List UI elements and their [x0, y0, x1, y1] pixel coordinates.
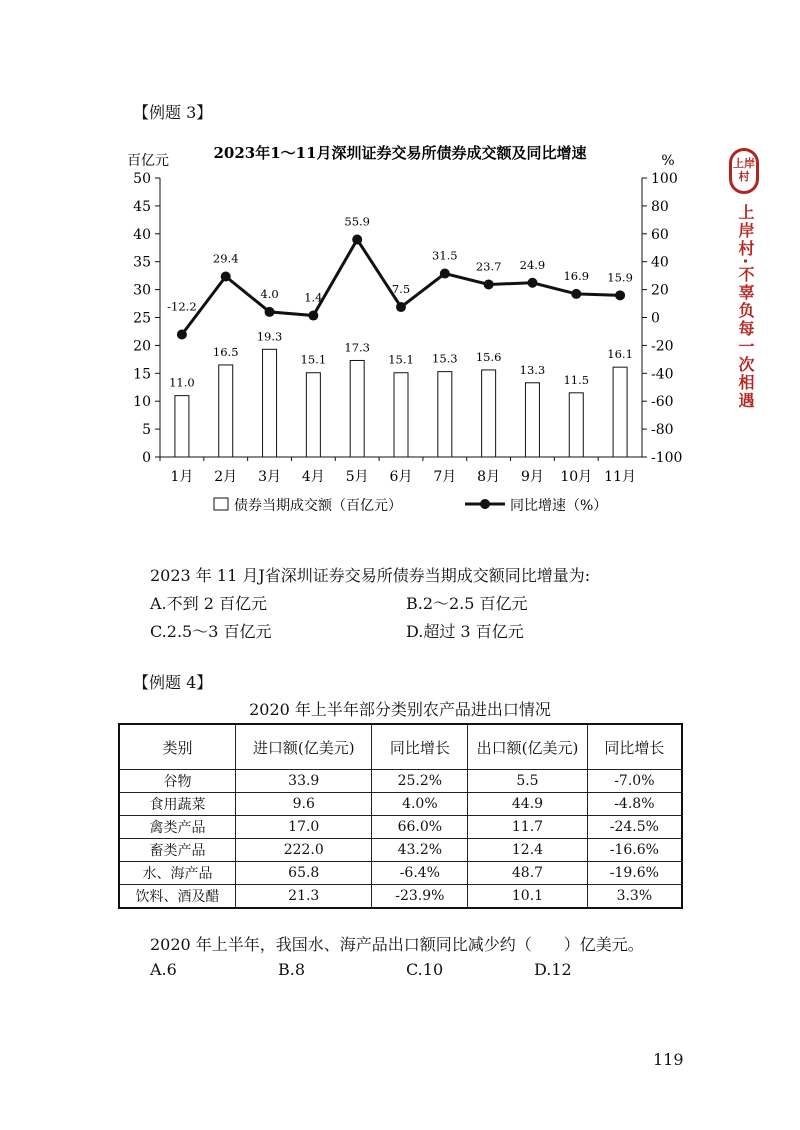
x-tick-label: 4月: [301, 469, 325, 485]
cell: 44.9: [468, 793, 588, 816]
cell: 65.8: [236, 862, 372, 885]
header-import-growth: 同比增长: [372, 724, 468, 770]
bar: [569, 393, 583, 457]
left-tick-label: 10: [133, 394, 151, 411]
growth-label: 1.4: [304, 290, 323, 305]
left-tick-label: 0: [142, 450, 151, 466]
question3-option-d[interactable]: D.超过 3 百亿元: [406, 622, 524, 641]
table-header-row: [119, 724, 682, 770]
bar-label: 13.3: [519, 362, 546, 377]
bar-label: 11.0: [169, 375, 195, 390]
question4-stem: 2020 年上半年，我国水、海产品出口额同比减少约（ ）亿美元。: [150, 935, 644, 954]
bar: [438, 372, 452, 457]
x-tick-label: 8月: [477, 469, 501, 485]
right-tick-label: 60: [651, 226, 669, 243]
right-tick-label: 40: [651, 254, 669, 271]
cell: 畜类产品: [119, 839, 236, 862]
growth-label: 55.9: [344, 214, 370, 229]
cell: 66.0%: [372, 816, 468, 839]
question4-option-a[interactable]: A.6: [150, 960, 177, 979]
left-tick-label: 30: [133, 282, 151, 299]
legend-bar-swatch: [214, 498, 228, 510]
growth-label: 23.7: [475, 259, 502, 274]
bar: [263, 349, 277, 457]
right-tick-label: -100: [651, 450, 683, 466]
x-tick-label: 3月: [258, 469, 282, 485]
growth-point: [265, 307, 275, 317]
table-row: [119, 862, 682, 885]
table-row: [119, 839, 682, 862]
question4-option-b[interactable]: B.8: [278, 960, 306, 979]
header-category: 类别: [119, 724, 236, 770]
cell: 饮料、酒及醋: [119, 885, 236, 909]
example3-tag: 【例题 3】: [133, 103, 213, 122]
cell: 48.7: [468, 862, 588, 885]
right-axis-unit: %: [661, 153, 675, 169]
cell: 12.4: [468, 839, 588, 862]
question4-option-d[interactable]: D.12: [534, 960, 572, 979]
growth-label: 4.0: [260, 286, 279, 301]
cell: 食用蔬菜: [119, 793, 236, 816]
x-tick-label: 7月: [433, 469, 457, 485]
cell: -4.8%: [587, 793, 682, 816]
left-tick-label: 5: [142, 422, 151, 439]
growth-label: 29.4: [212, 251, 239, 266]
bar-label: 15.3: [432, 351, 458, 366]
cell: 43.2%: [372, 839, 468, 862]
cell: 9.6: [236, 793, 372, 816]
right-tick-label: 80: [651, 198, 669, 215]
cell: -16.6%: [587, 839, 682, 862]
growth-label: 31.5: [432, 248, 458, 263]
left-tick-label: 20: [133, 338, 151, 355]
x-tick-label: 1月: [170, 469, 194, 485]
question3-option-a[interactable]: A.不到 2 百亿元: [150, 594, 267, 613]
right-tick-label: -80: [651, 422, 674, 439]
cell: 水、海产品: [119, 862, 236, 885]
cell: 222.0: [236, 839, 372, 862]
example4-tag: 【例题 4】: [133, 673, 213, 692]
cell: 4.0%: [372, 793, 468, 816]
bar-label: 11.5: [563, 372, 590, 387]
question4-option-c[interactable]: C.10: [406, 960, 444, 979]
header-export: 出口额(亿美元): [468, 724, 588, 770]
bar-label: 16.5: [212, 344, 239, 359]
table-row: [119, 793, 682, 816]
cell: 5.5: [468, 770, 588, 793]
left-tick-label: 40: [133, 226, 151, 243]
brand-motto: 上岸村·不辜负每一次相遇: [736, 204, 755, 411]
growth-point: [440, 269, 450, 279]
right-tick-label: -60: [651, 394, 674, 411]
right-tick-label: 0: [651, 310, 660, 327]
growth-point: [352, 235, 362, 245]
cell: -24.5%: [587, 816, 682, 839]
bar: [394, 373, 408, 457]
question3-option-c[interactable]: C.2.5～3 百亿元: [150, 622, 272, 641]
bar-label: 15.1: [300, 352, 327, 367]
cell: -7.0%: [587, 770, 682, 793]
bar: [482, 370, 496, 457]
cell: 25.2%: [372, 770, 468, 793]
bar-label: 15.6: [475, 349, 502, 364]
trade-table: [118, 723, 683, 909]
growth-point: [308, 311, 318, 321]
left-tick-label: 45: [133, 198, 151, 215]
left-tick-label: 15: [133, 366, 151, 383]
legend-line-label: 同比增速（%）: [510, 498, 608, 514]
left-tick-label: 25: [133, 310, 151, 327]
x-tick-label: 10月: [560, 469, 593, 485]
right-tick-label: -40: [651, 366, 674, 383]
x-tick-label: 2月: [214, 469, 238, 485]
cell: 禽类产品: [119, 816, 236, 839]
cell: 33.9: [236, 770, 372, 793]
growth-point: [527, 278, 537, 288]
growth-label: 7.5: [391, 282, 411, 297]
bar: [525, 383, 539, 457]
bar-label: 17.3: [344, 340, 370, 355]
table-row: [119, 885, 682, 909]
bar: [613, 367, 627, 457]
right-tick-label: -20: [651, 338, 674, 355]
header-import: 进口额(亿美元): [236, 724, 372, 770]
cell: -23.9%: [372, 885, 468, 909]
growth-label: 16.9: [563, 268, 590, 283]
cell: 11.7: [468, 816, 588, 839]
cell: 10.1: [468, 885, 588, 909]
growth-point: [177, 330, 187, 340]
brand-sidebar: [729, 148, 761, 410]
cell: 17.0: [236, 816, 372, 839]
cell: 3.3%: [587, 885, 682, 909]
left-tick-label: 50: [133, 171, 151, 187]
header-export-growth: 同比增长: [587, 724, 682, 770]
cell: 21.3: [236, 885, 372, 909]
x-tick-label: 6月: [389, 469, 413, 485]
bar-label: 19.3: [256, 329, 283, 344]
bar: [350, 360, 364, 457]
left-tick-label: 35: [133, 254, 151, 271]
growth-label: 15.9: [607, 270, 633, 285]
cell: -6.4%: [372, 862, 468, 885]
question3-option-b[interactable]: B.2～2.5 百亿元: [406, 594, 528, 613]
legend-bar-label: 债券当期成交额（百亿元）: [234, 498, 402, 514]
x-tick-label: 5月: [345, 469, 369, 485]
growth-point: [571, 289, 581, 299]
table-title: 2020 年上半年部分类别农产品进出口情况: [249, 700, 551, 719]
growth-point: [615, 290, 625, 300]
page-number: 119: [653, 1050, 684, 1069]
bar: [306, 373, 320, 457]
growth-point: [396, 302, 406, 312]
brand-seal: 上岸村: [729, 148, 759, 194]
growth-label: 24.9: [519, 257, 546, 272]
growth-label: -12.2: [167, 299, 197, 314]
left-axis-unit: 百亿元: [127, 153, 169, 169]
right-tick-label: 20: [651, 282, 669, 299]
legend-line-marker: [480, 499, 490, 509]
question3-stem: 2023 年 11 月J省深圳证券交易所债券当期成交额同比增量为:: [150, 566, 591, 585]
cell: -19.6%: [587, 862, 682, 885]
table-row: [119, 770, 682, 793]
bond-chart: [0, 0, 800, 540]
bar: [219, 365, 233, 457]
bar-label: 15.1: [388, 352, 414, 367]
chart-title: 2023年1～11月深圳证券交易所债券成交额及同比增速: [213, 144, 587, 162]
cell: 谷物: [119, 770, 236, 793]
growth-point: [221, 271, 231, 281]
x-tick-label: 11月: [604, 469, 637, 485]
growth-point: [484, 279, 494, 289]
bar: [175, 396, 189, 457]
x-tick-label: 9月: [520, 469, 544, 485]
right-tick-label: 100: [651, 171, 678, 187]
table-row: [119, 816, 682, 839]
bar-label: 16.1: [607, 347, 633, 362]
